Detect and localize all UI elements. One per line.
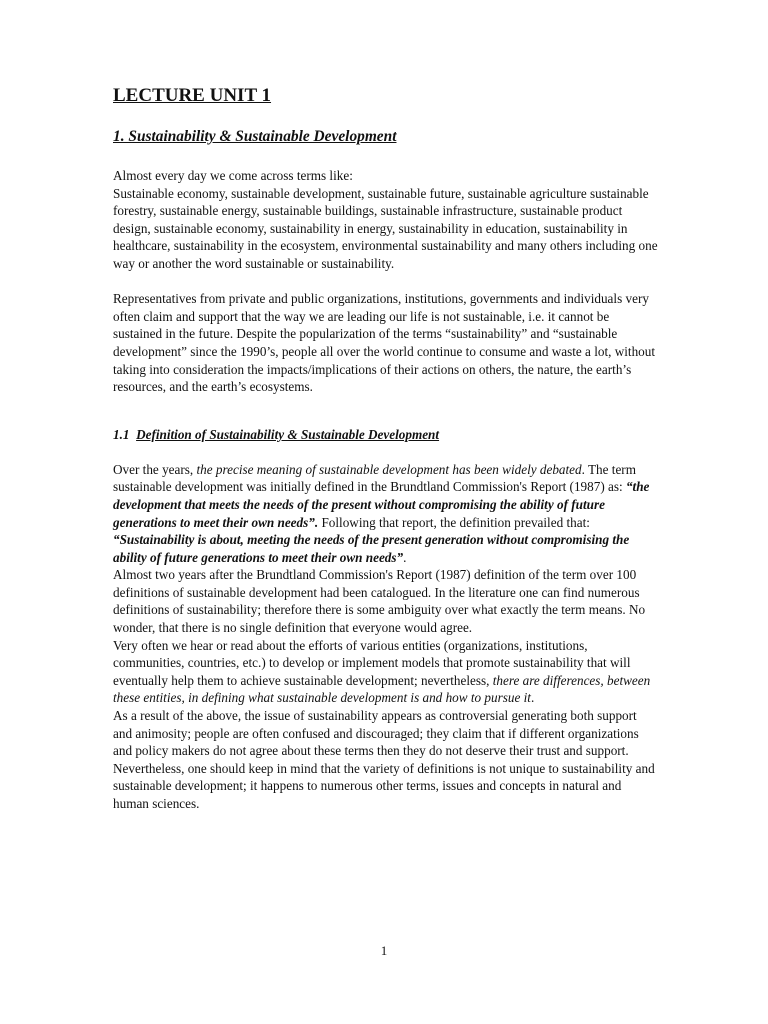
definition-lead: Over the years,	[113, 461, 197, 477]
subsection-title-text: Definition of Sustainability & Sustainable Development	[136, 426, 440, 442]
definition-mid1: . The term sustainable development was initially defined in the Brundtland Commission's Report (1987) as:	[113, 461, 636, 495]
paragraph-entities	[113, 637, 658, 707]
subsection-number: 1.1	[113, 426, 130, 442]
paragraph-definition	[113, 461, 658, 567]
definition-italic: the precise meaning of sustainable development has been widely debated	[196, 461, 582, 477]
definition-mid2: Following that report, the definition prevailed that:	[318, 514, 590, 530]
paragraph-consumption: Representatives from private and public organizations, institutions, governments and individuals very often claim and support that the way we are leading our life is not sustainable, i.e. it cannot be sustained in the future. Despite the popularization of the terms “sustainability” and “sustainable development” since the 1990’s, people all over the world continue to consume and waste a lot, without taking into consideration the impacts/implications of their actions on others, the nature, the earth’s resources, and the earth’s ecosystems.	[113, 291, 656, 395]
document-page	[113, 84, 658, 813]
paragraph-catalogued: Almost two years after the Brundtland Commission's Report (1987) definition of the term over 100 definitions of sustainable development had been catalogued. In the literature one can find numerous definitions of sustainability; therefore there is some ambiguity over what exactly the term means. No wonder, that there is no single definition that everyone would agree.	[113, 567, 646, 636]
intro-terms: Sustainable economy, sustainable development, sustainable future, sustainable agriculture sustainable forestry, sustainable energy, sustainable buildings, sustainable infrastructure, sustainable product design, sustainable economy, sustainability in energy, sustainability in education, sustainability in healthcare, sustainability in the ecosystem, environmental sustainability and many others including one way or another the word sustainable or sustainability.	[113, 185, 658, 271]
entities-end: .	[530, 690, 535, 706]
unit-title: LECTURE UNIT 1	[113, 85, 272, 106]
section-title: 1. Sustainability & Sustainable Development	[113, 128, 397, 145]
definition-end: .	[403, 549, 407, 565]
entities-italic: there are differences, between these entities, in defining what sustainable development is and how to pursue it	[113, 672, 651, 706]
page-number: 1	[380, 943, 388, 958]
entities-lead: Very often we hear or read about the efforts of various entities (organizations, institutions, communities, countries, etc.) to develop or implement models that promote sustainability that will eventually help them to achieve sustainable development; nevertheless,	[113, 637, 631, 688]
paragraph-controversy: As a result of the above, the issue of sustainability appears as controversial generating both support and animosity; people are often confused and discouraged; they claim that if different organizations and policy makers do not agree about these terms then they do not deserve their trust and support. Nevertheless, one should keep in mind that the variety of definitions is not unique to sustainability and sustainable development; it happens to numerous other terms, issues and concepts in natural and human sciences.	[113, 708, 655, 811]
brundtland-quote: “the development that meets the needs of the present without compromising the ability of future generations to meet their own needs”.	[113, 479, 650, 530]
subsection-title	[113, 426, 658, 443]
sustainability-quote: “Sustainability is about, meeting the needs of the present generation without compromising the ability of future generations to meet their own needs”	[113, 532, 630, 565]
intro-line: Almost every day we come across terms like:	[113, 168, 353, 183]
